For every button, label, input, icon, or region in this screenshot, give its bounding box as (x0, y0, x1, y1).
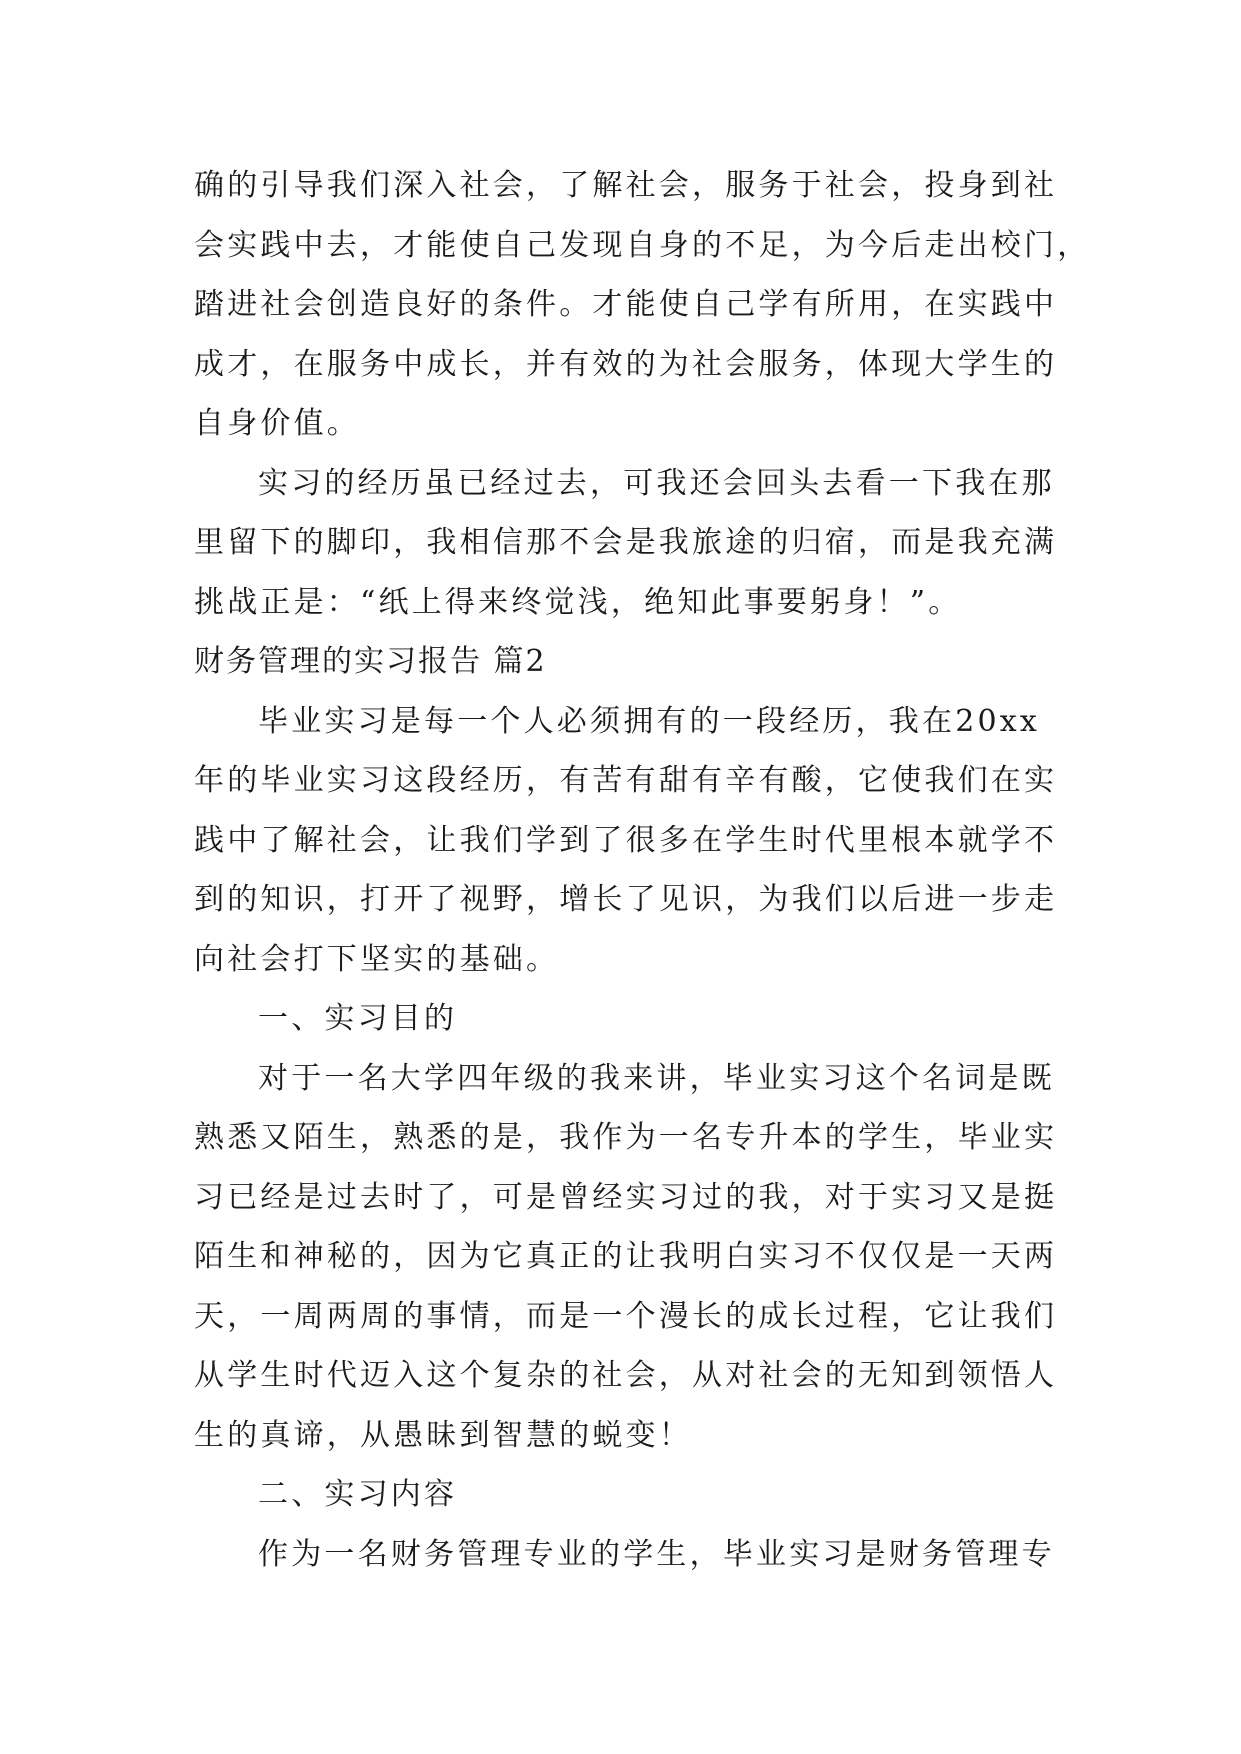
paragraph-start-line: 对于一名大学四年级的我来讲，毕业实习这个名词是既 (258, 1060, 1055, 1096)
text-line: 天，一周两周的事情，而是一个漫长的成长过程，它让我们 (194, 1298, 1058, 1334)
text-line: 挑战正是：“纸上得来终觉浅，绝知此事要躬身！”。 (194, 584, 962, 620)
text-line: 向社会打下坚实的基础。 (194, 941, 560, 977)
text-line: 从学生时代迈入这个复杂的社会，从对社会的无知到领悟人 (194, 1358, 1058, 1393)
text-line: 熟悉又陌生，熟悉的是，我作为一名专升本的学生，毕业实 (194, 1120, 1058, 1155)
text-line: 到的知识，打开了视野，增长了见识，为我们以后进一步走 (194, 882, 1058, 917)
text-line: 年的毕业实习这段经历，有苦有甜有辛有酸，它使我们在实 (194, 763, 1058, 798)
section-heading: 财务管理的实习报告 篇2 (194, 644, 547, 679)
document-body (194, 156, 1091, 1584)
paragraph-start-line: 实习的经历虽已经过去，可我还会回头去看一下我在那 (258, 465, 1055, 501)
text-line: 成才，在服务中成长，并有效的为社会服务，体现大学生的 (194, 346, 1058, 382)
text-line: 自身价值。 (194, 406, 360, 441)
text-line: 习已经是过去时了，可是曾经实习过的我，对于实习又是挺 (194, 1179, 1058, 1215)
paragraph-start-line: 毕业实习是每一个人必须拥有的一段经历，我在20xx (258, 703, 1041, 739)
text-line: 踏进社会创造良好的条件。才能使自己学有所用，在实践中 (194, 287, 1058, 322)
subheading-purpose: 一、实习目的 (258, 1001, 458, 1036)
text-line: 确的引导我们深入社会，了解社会，服务于社会，投身到社 (194, 168, 1058, 203)
text-line: 里留下的脚印，我相信那不会是我旅途的归宿，而是我充满 (194, 525, 1058, 560)
text-line: 生的真谛，从愚昧到智慧的蜕变！ (194, 1417, 692, 1453)
paragraph-start-line: 作为一名财务管理专业的学生，毕业实习是财务管理专 (258, 1536, 1055, 1572)
text-line: 践中了解社会，让我们学到了很多在学生时代里根本就学不 (194, 822, 1058, 858)
subheading-content: 二、实习内容 (258, 1477, 458, 1512)
text-line: 陌生和神秘的，因为它真正的让我明白实习不仅仅是一天两 (194, 1239, 1058, 1274)
text-line: 会实践中去，才能使自己发现自身的不足，为今后走出校门， (194, 227, 1091, 263)
